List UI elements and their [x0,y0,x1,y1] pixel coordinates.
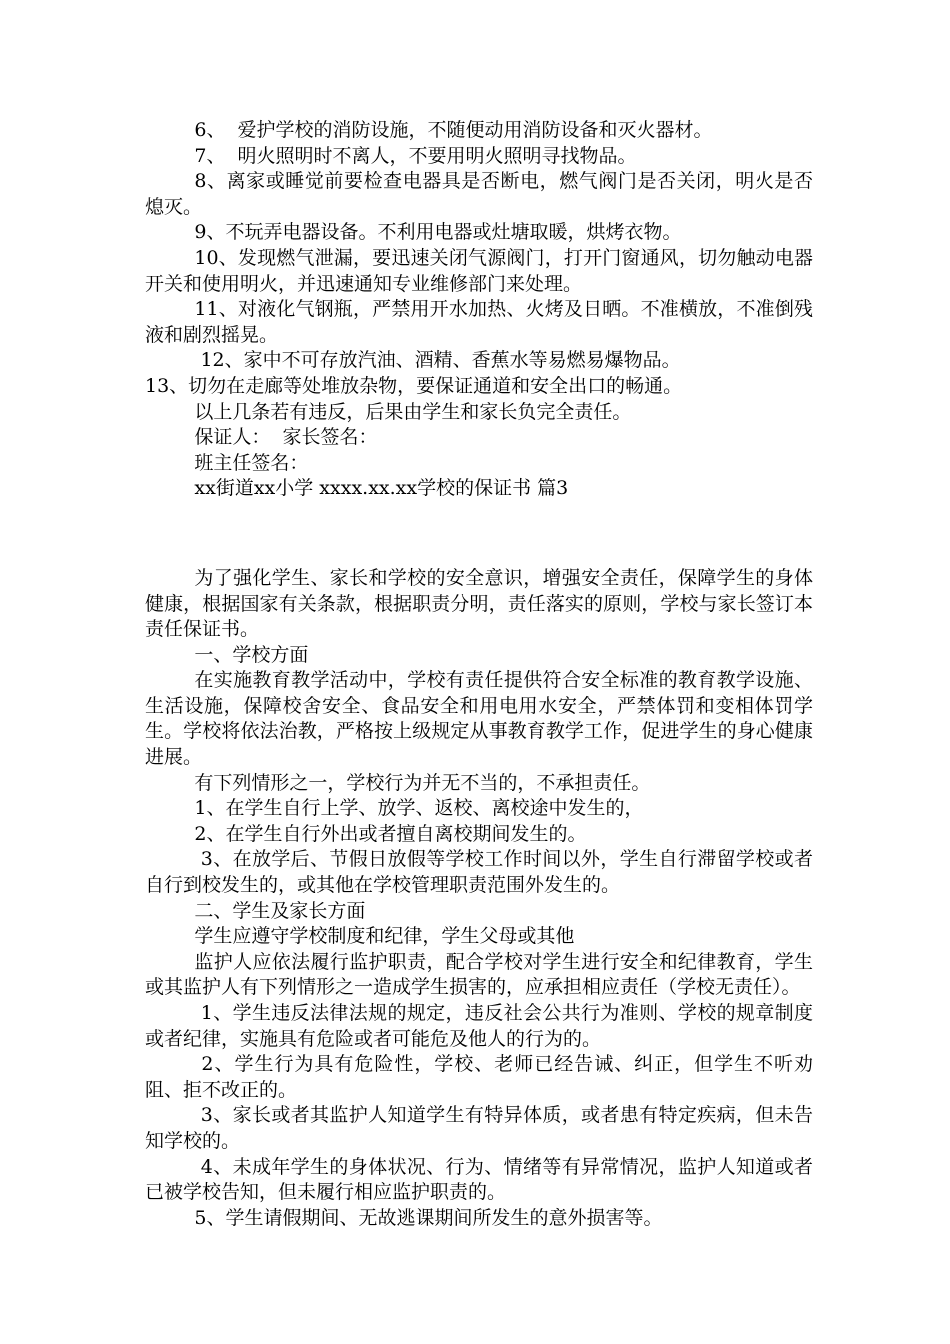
family-item-1: 1、学生违反法律法规的规定，违反社会公共行为准则、学校的规章制度或者纪律，实施具有危险或者可能危及他人的行为的。 [145,1002,813,1050]
school-heading: 一、学校方面 [194,643,309,666]
school-body-paragraph: 在实施教育教学活动中，学校有责任提供符合安全标准的教育教学设施、生活设施，保障校舍安全、食品安全和用电用水安全，严禁体罚和变相体罚学生。学校将依法治教，严格按上级规定从事教育教学工作，促进学生的身心健康进展。 [145,669,813,769]
family-line-2: 监护人应依法履行监护职责，配合学校对学生进行安全和纪律教育，学生或其监护人有下列情形之一造成学生损害的，应承担相应责任（学校无责任）。 [145,950,813,999]
intro-paragraph: 为了强化学生、家长和学校的安全意识，增强安全责任，保障学生的身体健康，根据国家有关条款，根据职责分明，责任落实的原则，学校与家长签订本责任保证书。 [145,566,813,641]
family-item-5: 5、学生请假期间、无故逃课期间所发生的意外损害等。 [194,1206,663,1229]
rule-item-13: 13、切勿在走廊等处堆放杂物，要保证通道和安全出口的畅通。 [145,374,683,397]
rule-item-12: 12、家中不可存放汽油、酒精、香蕉水等易燃易爆物品。 [194,349,681,372]
teacher-signature-line: 班主任签名： [194,451,309,474]
rule-item-7: 7、 明火照明时不离人，不要用明火照明寻找物品。 [194,144,637,167]
rule-item-6: 6、 爱护学校的消防设施，不随便动用消防设备和灭火器材。 [194,119,713,141]
rule-item-10: 10、发现燃气泄漏，要迅速关闭气源阀门，打开门窗通风，切勿触动电器开关和使用明火，并迅速通知专业维修部门来处理。 [145,246,813,295]
school-item-3: 3、在放学后、节假日放假等学校工作时间以外，学生自行滞留学校或者自行到校发生的，或其他在学校管理职责范围外发生的。 [145,848,813,897]
family-heading: 二、学生及家长方面 [194,899,366,922]
school-item-2: 2、在学生自行外出或者擅自离校期间发生的。 [194,822,587,845]
family-line-1: 学生应遵守学校制度和纪律，学生父母或其他 [194,925,575,948]
section-gap [145,502,813,566]
family-item-4: 4、未成年学生的身体状况、行为、情绪等有异常情况，监护人知道或者已被学校告知，但未履行相应监护职责的。 [145,1155,813,1204]
family-item-2: 2、学生行为具有危险性，学校、老师已经告诫、纠正，但学生不听劝阻、拒不改正的。 [145,1053,813,1101]
school-exempt-paragraph: 有下列情形之一，学校行为并无不当的，不承担责任。 [194,771,651,794]
school-item-1: 1、在学生自行上学、放学、返校、离校途中发生的， [194,797,644,820]
guarantor-signature-line: 保证人： 家长签名： [194,426,378,449]
document-page [145,118,813,1231]
school-date-line: xx街道xx小学 xxxx.xx.xx学校的保证书 篇3 [194,477,569,500]
rule-item-8: 8、离家或睡觉前要检查电器具是否断电，燃气阀门是否关闭，明火是否熄灭。 [145,170,813,218]
rule-item-11: 11、对液化气钢瓶，严禁用开水加热、火烤及日晒。不准横放，不准倒残液和剧烈摇晃。 [145,298,813,346]
closing-statement: 以上几条若有违反，后果由学生和家长负完全责任。 [194,400,632,423]
rule-item-9: 9、不玩弄电器设备。不利用电器或灶塘取暖，烘烤衣物。 [194,221,682,244]
family-item-3: 3、家长或者其监护人知道学生有特异体质，或者患有特定疾病，但未告知学校的。 [145,1104,813,1152]
